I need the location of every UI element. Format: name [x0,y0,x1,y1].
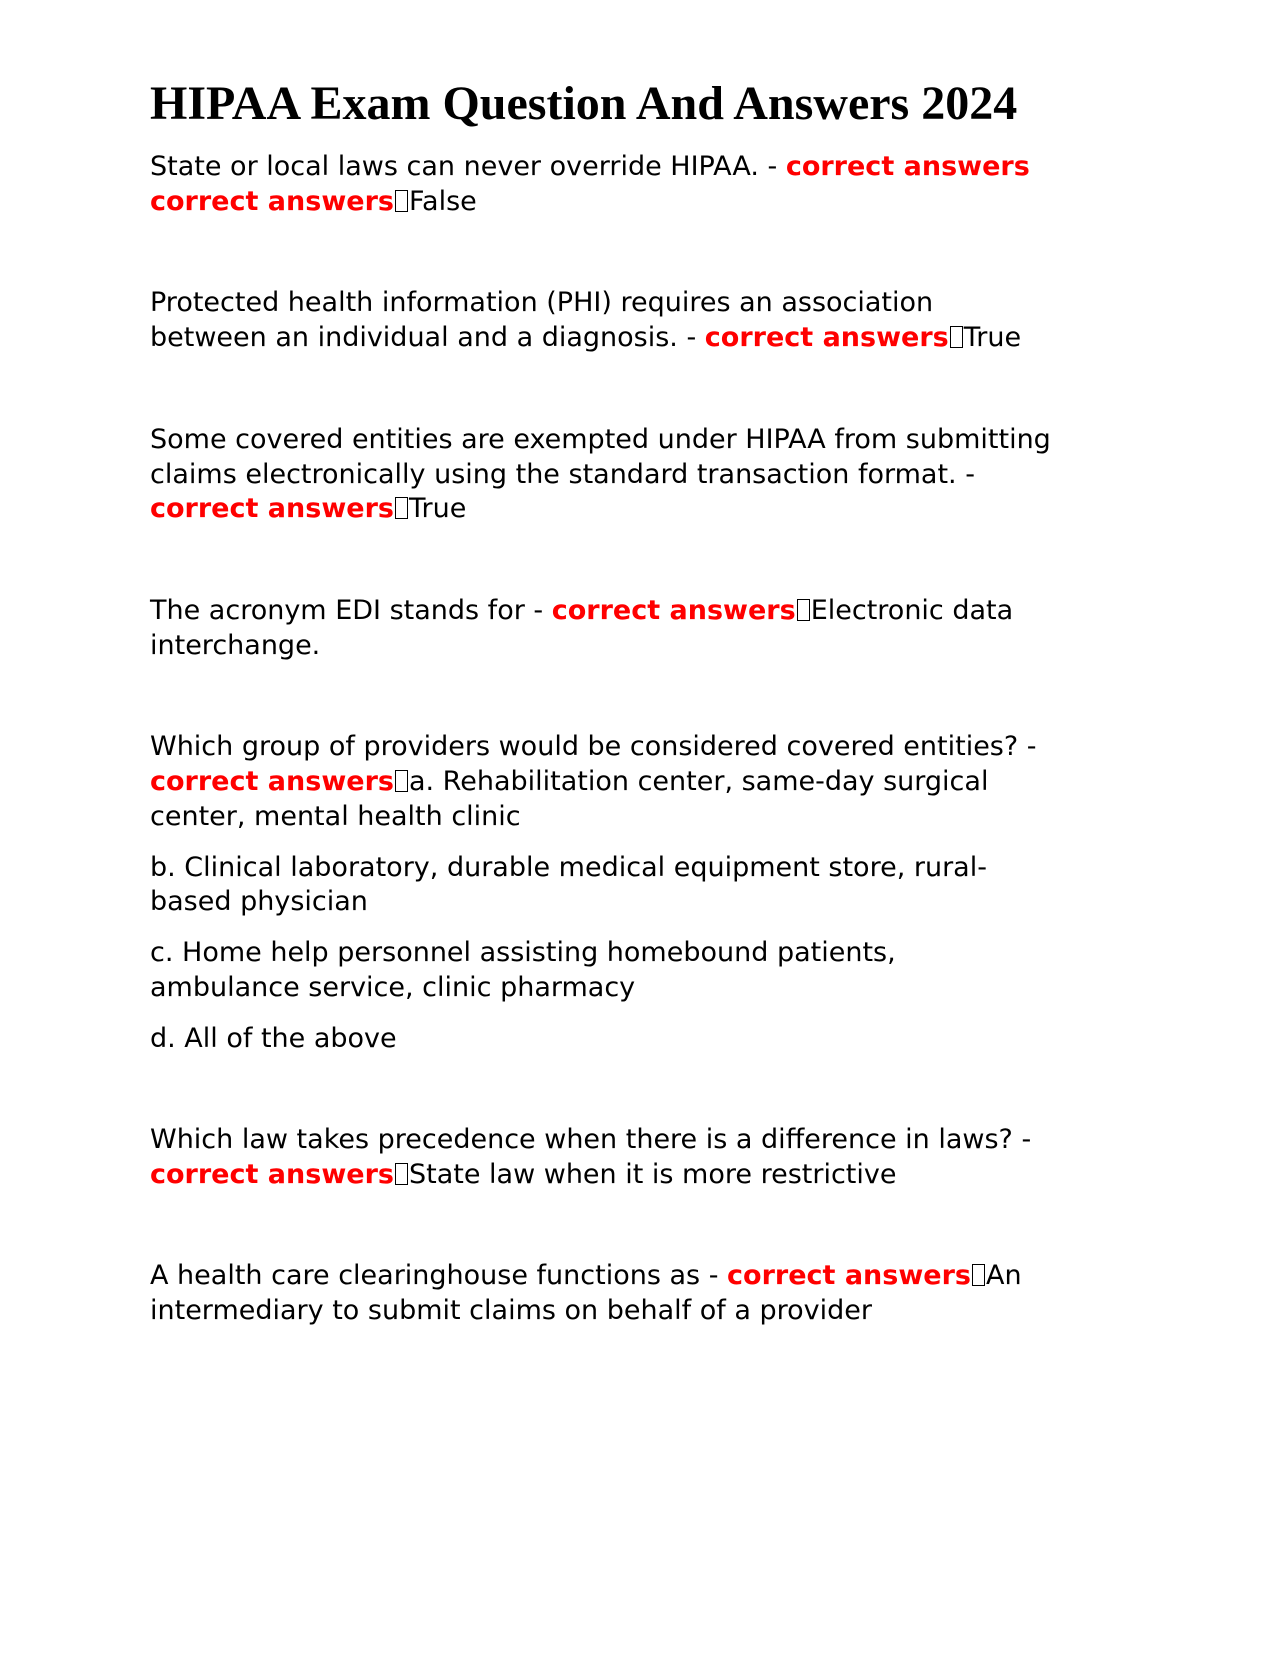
option-b-text: b. Clinical laboratory, durable medical equipment store, rural- [150,852,987,883]
answer-3-text: True [408,493,467,524]
answer-5-option-a-cont: center, mental health clinic [150,801,521,832]
option-b-line-2 [150,884,368,920]
question-5-line-3 [150,799,521,835]
correct-answers-label: correct answers [150,766,394,797]
question-7-line-1 [150,1258,1022,1294]
answer-7-text-cont: intermediary to submit claims on behalf of a provider [150,1295,872,1326]
question-1-line-1 [150,149,1030,185]
option-c-text: c. Home help personnel assisting homebound patients, [150,937,896,968]
missing-glyph-icon [395,497,408,519]
question-4-line-2 [150,628,320,664]
question-5-line-2 [150,764,988,800]
correct-answers-label: correct answers [150,186,394,217]
question-6-line-2 [150,1157,896,1193]
correct-answers-label: correct answers [727,1260,971,1291]
answer-1-text: False [408,186,477,217]
document-title: HIPAA Exam Question And Answers 2024 [150,77,1018,130]
answer-7-text: An [986,1260,1022,1291]
correct-answers-label: correct answers [704,322,949,353]
option-c-line-1 [150,935,896,971]
question-2-text: Protected health information (PHI) requires an association [150,287,934,318]
correct-answers-label: correct answers [551,595,796,626]
missing-glyph-icon [797,599,810,621]
missing-glyph-icon [950,326,963,348]
answer-4-text: Electronic data [810,595,1014,626]
question-7-line-2 [150,1293,872,1329]
question-3-line-3 [150,491,466,527]
option-d-text: d. All of the above [150,1023,397,1054]
question-5-text: Which group of providers would be considered covered entities? - [150,731,1037,762]
correct-answers-label: correct answers [785,151,1030,182]
option-d-line-1 [150,1021,397,1057]
question-3-text: Some covered entities are exempted under HIPAA from submitting [150,424,1051,455]
question-1-text: State or local laws can never override HIPAA. - [150,151,786,182]
answer-5-option-a: a. Rehabilitation center, same-day surgical [408,766,989,797]
question-6-line-1 [150,1122,1031,1158]
question-3-line-1 [150,422,1051,458]
question-6-text: Which law takes precedence when there is a difference in laws? - [150,1124,1032,1155]
missing-glyph-icon [395,190,408,212]
missing-glyph-icon [395,770,408,792]
correct-answers-label: correct answers [150,1159,394,1190]
option-b-line-1 [150,850,987,886]
option-c-text-cont: ambulance service, clinic pharmacy [150,972,636,1003]
answer-6-text: State law when it is more restrictive [408,1159,897,1190]
missing-glyph-icon [395,1163,408,1185]
question-3-line-2 [150,457,975,493]
option-c-line-2 [150,970,635,1006]
answer-4-text-cont: interchange. [150,630,321,661]
question-4-text: The acronym EDI stands for - [150,595,552,626]
question-2-line-1 [150,285,933,321]
option-b-text-cont: based physician [150,886,368,917]
question-3-text-cont: claims electronically using the standard transaction format. - [150,459,975,490]
question-4-line-1 [150,593,1013,629]
correct-answers-label: correct answers [150,493,394,524]
question-2-text-cont: between an individual and a diagnosis. - [150,322,705,353]
question-5-line-1 [150,729,1037,765]
missing-glyph-icon [972,1264,985,1286]
question-2-line-2 [150,320,1021,356]
answer-2-text: True [963,322,1022,353]
question-7-text: A health care clearinghouse functions as - [150,1260,728,1291]
question-1-line-2 [150,184,477,220]
